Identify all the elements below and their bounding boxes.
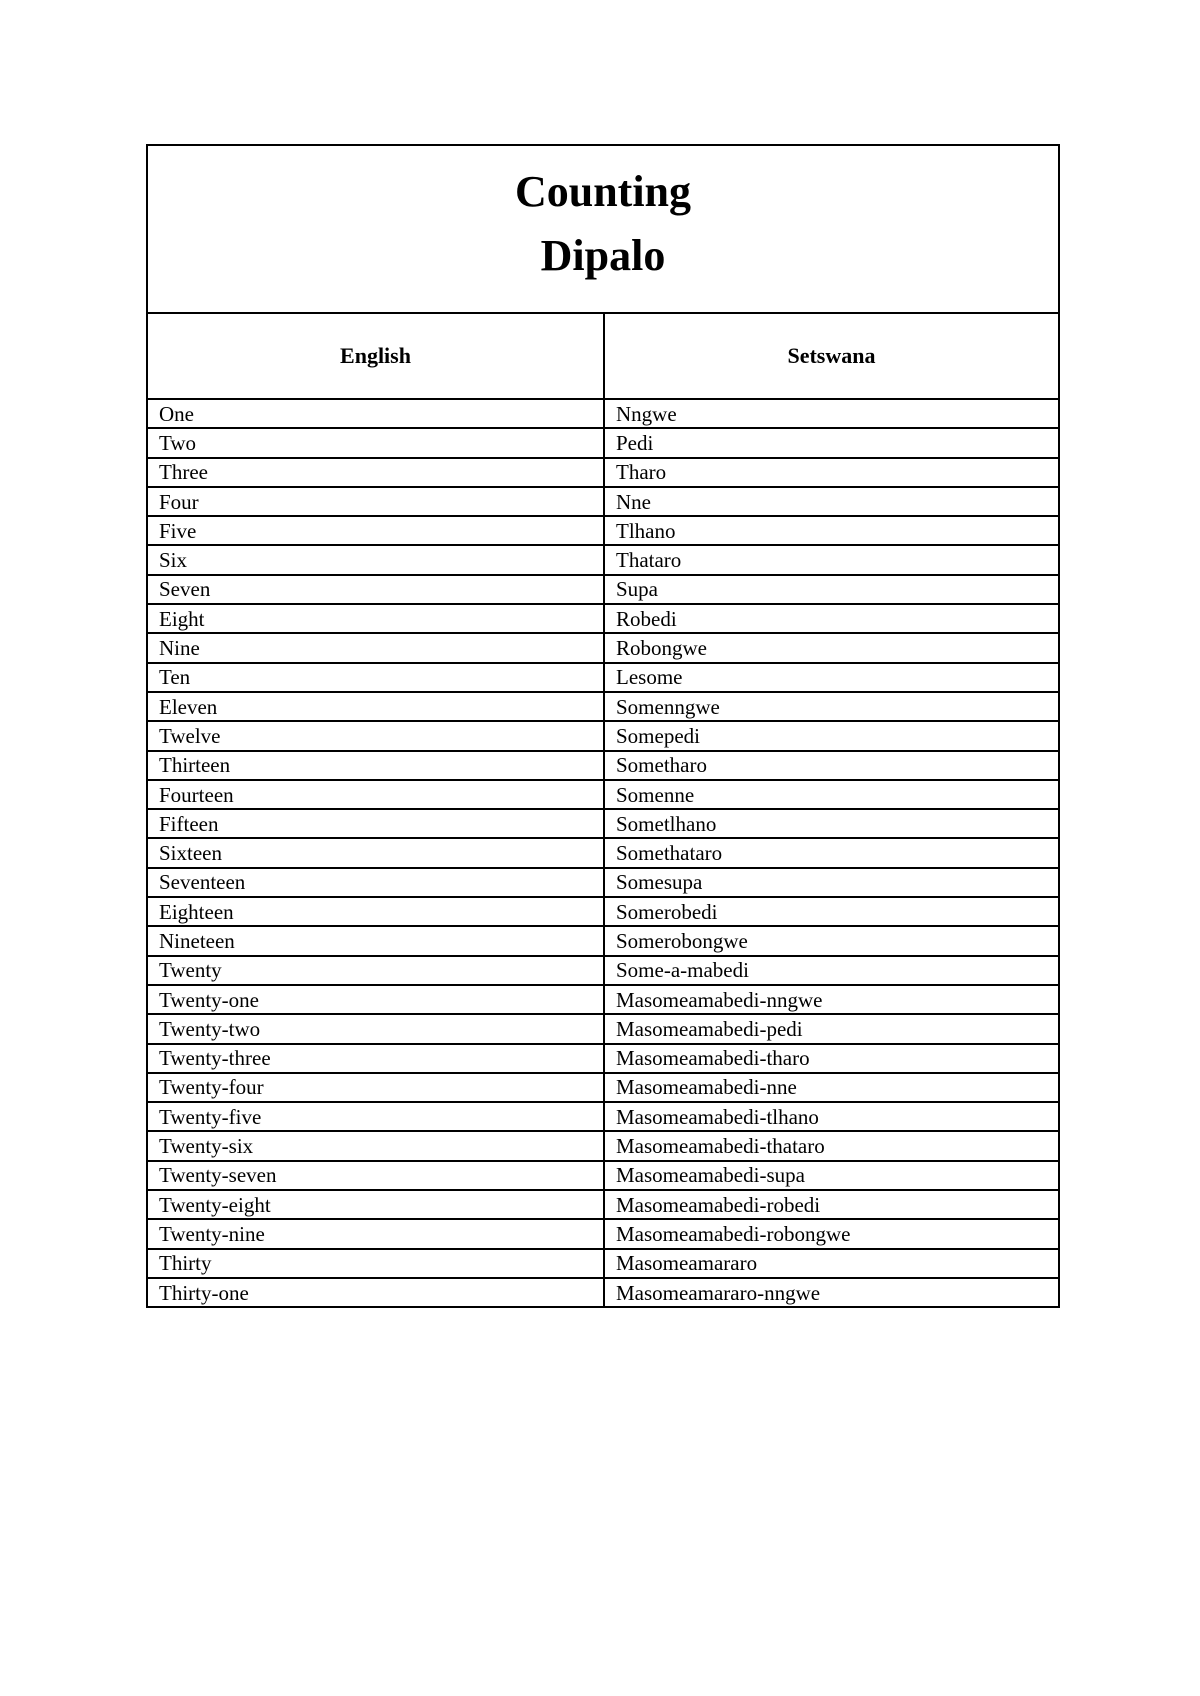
table-row	[148, 897, 1058, 926]
setswana-cell: Masomeamabedi-nngwe	[604, 985, 1058, 1014]
english-cell: Three	[148, 458, 604, 487]
english-cell: Thirteen	[148, 751, 604, 780]
table-row	[148, 1278, 1058, 1306]
header-row	[148, 314, 1058, 399]
table-row	[148, 604, 1058, 633]
table-row	[148, 868, 1058, 897]
table-row	[148, 809, 1058, 838]
setswana-cell: Supa	[604, 575, 1058, 604]
table-row	[148, 1161, 1058, 1190]
table-row	[148, 1219, 1058, 1248]
table-row	[148, 956, 1058, 985]
table-row	[148, 1131, 1058, 1160]
setswana-cell: Masomeamabedi-supa	[604, 1161, 1058, 1190]
english-cell: Ten	[148, 663, 604, 692]
table-row	[148, 487, 1058, 516]
english-cell: Nine	[148, 633, 604, 662]
english-cell: Twenty-one	[148, 985, 604, 1014]
english-cell: Fourteen	[148, 780, 604, 809]
english-cell: Eleven	[148, 692, 604, 721]
setswana-cell: Masomeamabedi-robongwe	[604, 1219, 1058, 1248]
english-cell: Nineteen	[148, 926, 604, 955]
setswana-cell: Pedi	[604, 428, 1058, 457]
table-row	[148, 721, 1058, 750]
setswana-cell: Somenne	[604, 780, 1058, 809]
setswana-cell: Tlhano	[604, 516, 1058, 545]
table-row	[148, 692, 1058, 721]
english-cell: Twenty-three	[148, 1044, 604, 1073]
setswana-cell: Masomeamabedi-pedi	[604, 1014, 1058, 1043]
setswana-cell: Masomeamabedi-tlhano	[604, 1102, 1058, 1131]
english-cell: Four	[148, 487, 604, 516]
english-cell: Twelve	[148, 721, 604, 750]
setswana-cell: Masomeamabedi-nne	[604, 1073, 1058, 1102]
setswana-cell: Masomeamabedi-tharo	[604, 1044, 1058, 1073]
table-row	[148, 1044, 1058, 1073]
table-row	[148, 1249, 1058, 1278]
setswana-cell: Robongwe	[604, 633, 1058, 662]
english-cell: Eighteen	[148, 897, 604, 926]
table-row	[148, 458, 1058, 487]
setswana-cell: Nngwe	[616, 401, 677, 426]
english-cell: Seven	[148, 575, 604, 604]
english-cell: Twenty-four	[148, 1073, 604, 1102]
setswana-cell: Lesome	[604, 663, 1058, 692]
english-cell: Fifteen	[148, 809, 604, 838]
counting-table	[148, 314, 1058, 1306]
english-cell: Twenty-nine	[148, 1219, 604, 1248]
english-cell: Sixteen	[148, 838, 604, 867]
table-row	[148, 1190, 1058, 1219]
setswana-cell: Somesupa	[604, 868, 1058, 897]
table-row	[148, 575, 1058, 604]
setswana-cell: Somepedi	[604, 721, 1058, 750]
english-cell: Twenty	[148, 956, 604, 985]
setswana-cell: Nne	[604, 487, 1058, 516]
title-block	[148, 146, 1058, 314]
setswana-cell: Masomeamararo-nngwe	[604, 1278, 1058, 1306]
table-body	[148, 399, 1058, 1306]
table-row	[148, 428, 1058, 457]
table-row	[148, 545, 1058, 574]
setswana-cell: Somerobongwe	[604, 926, 1058, 955]
table-row	[148, 1073, 1058, 1102]
table-row	[148, 838, 1058, 867]
setswana-cell: Masomeamabedi-robedi	[604, 1190, 1058, 1219]
english-cell: Eight	[148, 604, 604, 633]
english-cell: Twenty-seven	[148, 1161, 604, 1190]
title-english: Counting	[514, 167, 692, 216]
english-cell: Seventeen	[148, 868, 604, 897]
setswana-cell: Masomeamabedi-thataro	[604, 1131, 1058, 1160]
table-row	[148, 751, 1058, 780]
english-cell: Six	[148, 545, 604, 574]
counting-sheet	[146, 144, 1060, 1308]
setswana-cell: Sometharo	[604, 751, 1058, 780]
title-setswana: Dipalo	[540, 231, 666, 280]
setswana-cell: Masomeamararo	[604, 1249, 1058, 1278]
header-setswana: Setswana	[604, 314, 1058, 399]
setswana-cell: Thataro	[604, 545, 1058, 574]
english-cell: Twenty-five	[148, 1102, 604, 1131]
english-cell: Two	[148, 428, 604, 457]
setswana-cell: Somerobedi	[604, 897, 1058, 926]
table-row	[148, 1014, 1058, 1043]
header-english: English	[148, 314, 604, 399]
table-row	[148, 633, 1058, 662]
setswana-cell: Tharo	[604, 458, 1058, 487]
english-cell: Five	[148, 516, 604, 545]
english-cell: One	[148, 399, 604, 428]
setswana-cell: Sometlhano	[604, 809, 1058, 838]
table-row	[148, 985, 1058, 1014]
english-cell: Thirty	[148, 1249, 604, 1278]
setswana-cell: Somethataro	[604, 838, 1058, 867]
table-row	[148, 926, 1058, 955]
setswana-cell: Some-a-mabedi	[604, 956, 1058, 985]
english-cell: Twenty-six	[148, 1131, 604, 1160]
english-cell: Thirty-one	[148, 1278, 604, 1306]
setswana-cell: Somenngwe	[604, 692, 1058, 721]
table-row	[148, 516, 1058, 545]
english-cell: Twenty-eight	[148, 1190, 604, 1219]
table-row	[148, 780, 1058, 809]
english-cell: Twenty-two	[148, 1014, 604, 1043]
setswana-cell: Robedi	[604, 604, 1058, 633]
table-row	[148, 1102, 1058, 1131]
table-row	[148, 663, 1058, 692]
table-row	[148, 399, 1058, 428]
